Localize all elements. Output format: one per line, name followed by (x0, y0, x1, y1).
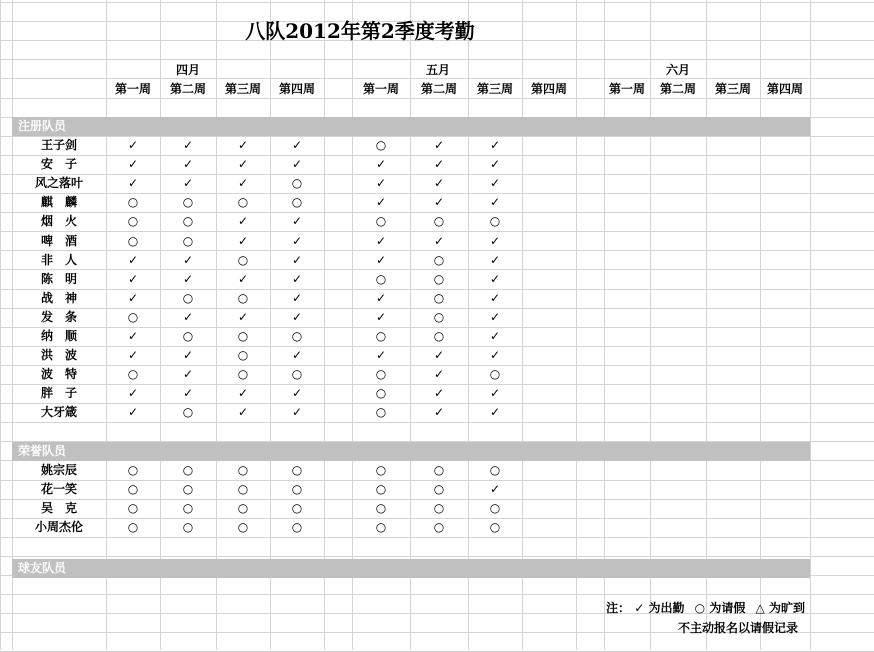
present-mark: ✓ (291, 138, 303, 152)
leave-mark: ○ (375, 501, 387, 516)
week-header: 第三周 (714, 82, 751, 96)
present-mark: ✓ (237, 386, 249, 401)
present-mark: ✓ (375, 233, 387, 248)
leave-mark: ○ (127, 482, 139, 497)
present-mark: ✓ (291, 252, 303, 267)
present-mark: ✓ (182, 176, 194, 191)
present-mark: ✓ (489, 348, 501, 363)
leave-mark: ○ (237, 329, 249, 343)
present-mark: ✓ (375, 252, 387, 267)
leave-mark: ○ (291, 367, 303, 382)
leave-mark: ○ (237, 252, 249, 267)
present-mark: ✓ (489, 271, 501, 286)
present-mark: ✓ (291, 405, 303, 420)
leave-mark: ○ (291, 463, 303, 477)
leave-mark: ○ (237, 290, 249, 305)
present-mark: ✓ (237, 157, 249, 172)
leave-mark: ○ (182, 233, 194, 248)
member-name: 发 条 (40, 309, 77, 324)
leave-mark: ○ (127, 367, 139, 382)
present-mark: ✓ (182, 138, 194, 152)
present-mark: ✓ (433, 348, 445, 363)
week-header: 第二周 (169, 82, 206, 96)
leave-mark: ○ (127, 309, 139, 324)
present-mark: ✓ (127, 348, 139, 363)
leave-mark: ○ (237, 501, 249, 516)
present-mark: ✓ (237, 176, 249, 191)
grid-row-line (0, 2, 874, 3)
legend-present: 为出勤 (648, 601, 685, 615)
leave-mark: ○ (291, 482, 303, 497)
absent-symbol: △ (755, 601, 765, 615)
leave-mark: ○ (127, 195, 139, 210)
present-mark: ✓ (375, 195, 387, 210)
present-mark: ✓ (127, 271, 139, 286)
grid-row-line (0, 556, 874, 557)
member-name: 啤 酒 (40, 233, 77, 248)
grid-row-line (0, 594, 874, 595)
present-mark: ✓ (127, 176, 139, 191)
present-mark: ✓ (489, 482, 501, 497)
present-mark: ✓ (433, 138, 445, 152)
present-mark: ✓ (291, 233, 303, 248)
leave-mark: ○ (375, 463, 387, 477)
present-mark: ✓ (237, 214, 249, 229)
leave-mark: ○ (127, 463, 139, 477)
leave-mark: ○ (433, 290, 445, 305)
leave-mark: ○ (291, 176, 303, 191)
member-name: 胖 子 (40, 386, 77, 401)
present-mark: ✓ (127, 138, 139, 152)
leave-mark: ○ (375, 367, 387, 382)
present-mark: ✓ (127, 386, 139, 401)
present-mark: ✓ (489, 176, 501, 191)
leave-mark: ○ (375, 214, 387, 229)
legend-line-2: 不主动报名以请假记录 (678, 621, 799, 635)
member-name: 大牙箴 (40, 405, 77, 420)
present-mark: ✓ (433, 195, 445, 210)
present-mark: ✓ (127, 290, 139, 305)
present-mark: ✓ (433, 405, 445, 420)
grid-row-line (0, 59, 874, 60)
member-name: 陈 明 (40, 271, 77, 286)
leave-mark: ○ (375, 405, 387, 420)
present-mark: ✓ (291, 290, 303, 305)
week-header: 第三周 (224, 82, 261, 96)
member-name: 王子剑 (40, 138, 77, 152)
present-mark: ✓ (375, 290, 387, 305)
present-mark: ✓ (375, 348, 387, 363)
leave-mark: ○ (237, 367, 249, 382)
present-mark: ✓ (127, 405, 139, 420)
present-mark: ✓ (489, 252, 501, 267)
leave-mark: ○ (489, 520, 501, 535)
leave-mark: ○ (375, 482, 387, 497)
legend-absent: 为旷到 (768, 601, 805, 615)
present-symbol: ✓ (634, 601, 645, 615)
leave-mark: ○ (489, 367, 501, 382)
present-mark: ✓ (182, 367, 194, 382)
leave-mark: ○ (433, 214, 445, 229)
week-header: 第四周 (766, 82, 803, 96)
grid-col-line (12, 0, 13, 650)
leave-mark: ○ (237, 520, 249, 535)
present-mark: ✓ (182, 309, 194, 324)
present-mark: ✓ (489, 386, 501, 401)
member-name: 洪 波 (40, 348, 77, 363)
leave-mark: ○ (237, 463, 249, 477)
grid-col-line (576, 0, 577, 650)
week-header: 第一周 (114, 82, 151, 96)
present-mark: ✓ (237, 309, 249, 324)
leave-mark: ○ (489, 214, 501, 229)
present-mark: ✓ (182, 271, 194, 286)
leave-symbol: ○ (694, 601, 706, 615)
present-mark: ✓ (489, 290, 501, 305)
leave-mark: ○ (375, 271, 387, 286)
member-name: 小周杰伦 (34, 520, 83, 535)
present-mark: ✓ (237, 271, 249, 286)
leave-mark: ○ (182, 482, 194, 497)
member-name: 麒 麟 (40, 195, 77, 210)
leave-mark: ○ (489, 501, 501, 516)
leave-mark: ○ (375, 520, 387, 535)
present-mark: ✓ (182, 252, 194, 267)
leave-mark: ○ (433, 309, 445, 324)
week-header: 第二周 (659, 82, 696, 96)
leave-mark: ○ (375, 386, 387, 401)
section-label: 注册队员 (18, 119, 67, 133)
present-mark: ✓ (489, 329, 501, 343)
week-header: 第四周 (530, 82, 567, 96)
legend-line-1 (606, 599, 805, 616)
legend-prefix: 注： (606, 601, 631, 615)
leave-mark: ○ (433, 501, 445, 516)
member-name: 波 特 (40, 367, 77, 382)
leave-mark: ○ (291, 501, 303, 516)
present-mark: ✓ (291, 271, 303, 286)
section-band (12, 442, 810, 461)
leave-mark: ○ (127, 520, 139, 535)
leave-mark: ○ (127, 214, 139, 229)
leave-mark: ○ (127, 233, 139, 248)
leave-mark: ○ (237, 195, 249, 210)
present-mark: ✓ (291, 309, 303, 324)
present-mark: ✓ (433, 157, 445, 172)
leave-mark: ○ (127, 501, 139, 516)
member-name: 花一笑 (40, 482, 77, 497)
present-mark: ✓ (433, 233, 445, 248)
leave-mark: ○ (433, 520, 445, 535)
week-header: 第四周 (278, 82, 315, 96)
month-june: 六月 (665, 63, 690, 77)
sheet-title: 八队2012年第2季度考勤 (245, 19, 475, 43)
present-mark: ✓ (489, 405, 501, 420)
leave-mark: ○ (237, 348, 249, 363)
leave-mark: ○ (182, 405, 194, 420)
present-mark: ✓ (237, 138, 249, 152)
member-name: 吴 克 (40, 501, 77, 516)
present-mark: ✓ (489, 309, 501, 324)
present-mark: ✓ (237, 233, 249, 248)
leave-mark: ○ (182, 520, 194, 535)
present-mark: ✓ (375, 309, 387, 324)
leave-mark: ○ (375, 329, 387, 343)
present-mark: ✓ (182, 157, 194, 172)
leave-mark: ○ (291, 520, 303, 535)
present-mark: ✓ (489, 233, 501, 248)
week-header: 第一周 (608, 82, 645, 96)
member-name: 安 子 (40, 157, 77, 172)
grid-col-line (324, 0, 325, 650)
grid-col-line (810, 0, 811, 650)
leave-mark: ○ (182, 329, 194, 343)
month-april: 四月 (175, 63, 200, 77)
present-mark: ✓ (291, 214, 303, 229)
present-mark: ✓ (182, 348, 194, 363)
section-band (12, 117, 810, 136)
present-mark: ✓ (375, 176, 387, 191)
present-mark: ✓ (433, 367, 445, 382)
leave-mark: ○ (291, 195, 303, 210)
member-name: 战 神 (40, 290, 77, 305)
leave-mark: ○ (433, 463, 445, 477)
present-mark: ✓ (489, 138, 501, 152)
section-label: 荣誉队员 (18, 444, 67, 458)
member-name: 非 人 (40, 252, 77, 267)
present-mark: ✓ (291, 157, 303, 172)
present-mark: ✓ (182, 386, 194, 401)
member-name: 姚宗辰 (40, 463, 77, 477)
leave-mark: ○ (291, 329, 303, 343)
week-header: 第一周 (362, 82, 399, 96)
member-name: 纳 顺 (40, 329, 77, 343)
present-mark: ✓ (489, 157, 501, 172)
leave-mark: ○ (182, 501, 194, 516)
present-mark: ✓ (127, 329, 139, 343)
grid-col-line (0, 0, 1, 650)
leave-mark: ○ (433, 482, 445, 497)
section-band (12, 559, 810, 578)
leave-mark: ○ (433, 271, 445, 286)
present-mark: ✓ (375, 157, 387, 172)
present-mark: ✓ (433, 176, 445, 191)
present-mark: ✓ (127, 252, 139, 267)
member-name: 风之落叶 (34, 176, 83, 191)
leave-mark: ○ (489, 463, 501, 477)
leave-mark: ○ (375, 138, 387, 152)
leave-mark: ○ (182, 195, 194, 210)
week-header: 第三周 (476, 82, 513, 96)
leave-mark: ○ (433, 329, 445, 343)
legend-leave: 为请假 (709, 601, 746, 615)
week-header: 第二周 (420, 82, 457, 96)
leave-mark: ○ (237, 482, 249, 497)
present-mark: ✓ (291, 348, 303, 363)
leave-mark: ○ (182, 463, 194, 477)
member-name: 烟 火 (40, 214, 77, 229)
present-mark: ✓ (127, 157, 139, 172)
present-mark: ✓ (433, 386, 445, 401)
present-mark: ✓ (291, 386, 303, 401)
leave-mark: ○ (182, 290, 194, 305)
leave-mark: ○ (182, 214, 194, 229)
present-mark: ✓ (237, 405, 249, 420)
section-label: 球友队员 (18, 561, 67, 575)
month-may: 五月 (425, 63, 450, 77)
present-mark: ✓ (489, 195, 501, 210)
leave-mark: ○ (433, 252, 445, 267)
